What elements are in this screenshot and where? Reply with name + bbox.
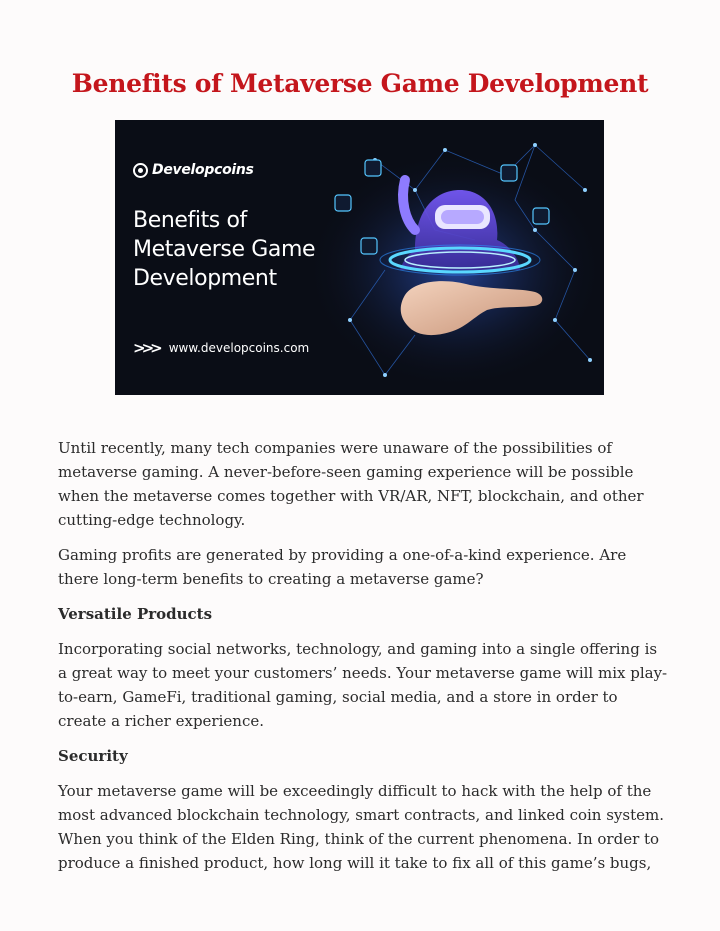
section-heading-security: Security (58, 747, 128, 765)
hero-banner-image (115, 120, 604, 395)
banner-heading-line: Metaverse Game (133, 237, 316, 262)
banner-heading-line: Benefits of (133, 208, 247, 233)
banner-heading-line: Development (133, 266, 277, 291)
paragraph-versatile-products: Incorporating social networks, technology, and gaming into a single offering is a great way to meet your customers’ needs. Your metaverse game will mix play-to-earn, GameFi, traditional gaming, social media, and a store in order to create a richer experience. (58, 640, 668, 730)
paragraph-intro: Until recently, many tech companies were unaware of the possibilities of metaverse gaming. A never-before-seen gaming experience will be possible when the metaverse comes together with VR/AR, NFT, blockchain, and other cutting-edge technology. (58, 439, 644, 529)
paragraph-profits: Gaming profits are generated by providing a one-of-a-kind experience. Are there long-term benefits to creating a metaverse game? (58, 546, 627, 588)
page-title: Benefits of Metaverse Game Development (71, 68, 649, 98)
website-url: www.developcoins.com (168, 341, 310, 355)
banner-heading (133, 206, 363, 293)
article-body (58, 436, 668, 886)
section-heading-versatile-products: Versatile Products (58, 605, 213, 623)
brand-name: Developcoins (152, 162, 254, 178)
brand-logo (133, 162, 254, 178)
chevron-arrows-icon: >>> (133, 339, 159, 357)
paragraph-security: Your metaverse game will be exceedingly difficult to hack with the help of the most advanced blockchain technology, smart contracts, and linked coin system. When you think of the Elden Ring, think of the current phenomena. In order to produce a finished product, how long will it take to fix all of this game’s bugs, (58, 782, 664, 872)
logo-mark-icon (133, 163, 148, 178)
banner-website (133, 339, 309, 357)
